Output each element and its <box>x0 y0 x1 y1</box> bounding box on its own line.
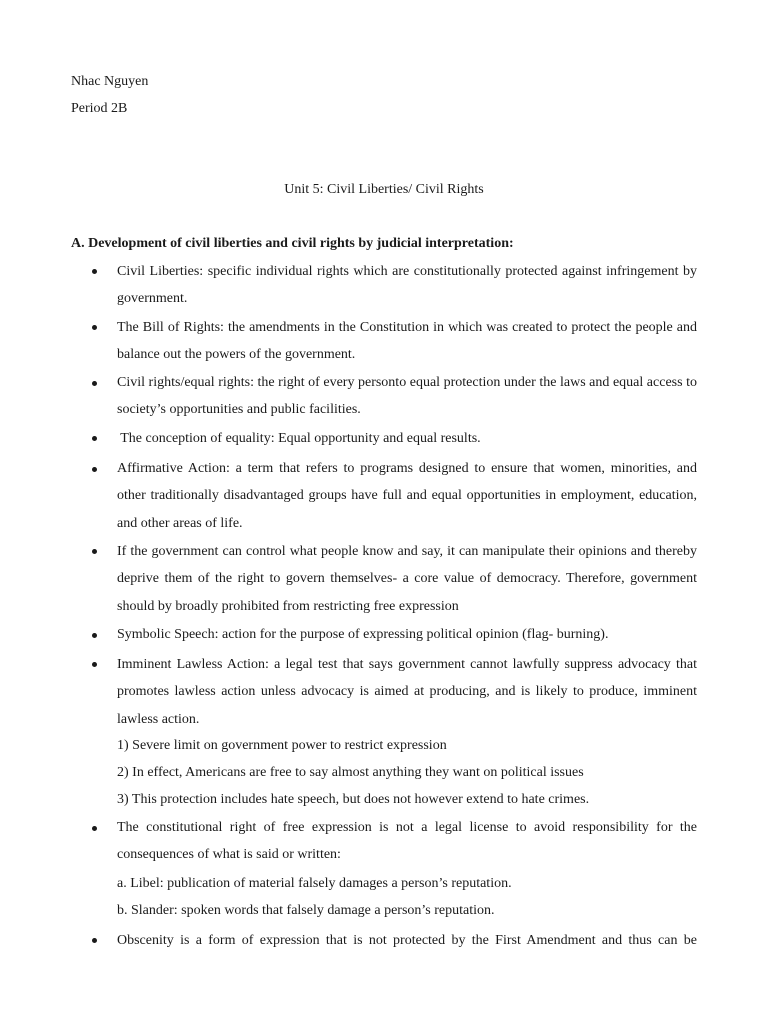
document-title: Unit 5: Civil Liberties/ Civil Rights <box>284 182 484 197</box>
bullet-icon <box>92 325 97 330</box>
bullet-equality: The conception of equality: Equal opportunity and equal results. <box>117 431 481 446</box>
bullet-icon <box>92 633 97 638</box>
bullet-affirmative-action: Affirmative Action: a term that refers to programs designed to ensure that women, minorities, and other traditionally disadvantaged groups have full and equal opportunities in employment, education, and other areas of life. <box>117 461 697 531</box>
list-item: b. Slander: spoken words that falsely damage a person’s reputation. <box>117 903 495 918</box>
bullet-civil-rights: Civil rights/equal rights: the right of every personto equal protection under the laws and equal access to society’s opportunities and public facilities. <box>117 375 697 418</box>
author-name: Nhac Nguyen <box>71 74 149 89</box>
bullet-icon <box>92 938 97 943</box>
bullet-icon <box>92 269 97 274</box>
bullet-imminent-lawless-action: Imminent Lawless Action: a legal test that says government cannot lawfully suppress advocacy that promotes lawless action unless advocacy is aimed at producing, and is likely to produce, imminent lawless action. <box>117 657 697 727</box>
list-item: a. Libel: publication of material falsely damages a person’s reputation. <box>117 876 512 891</box>
bullet-icon <box>92 826 97 831</box>
bullet-symbolic-speech: Symbolic Speech: action for the purpose of expressing political opinion (flag- burning). <box>117 627 609 642</box>
bullet-responsibility: The constitutional right of free expression is not a legal license to avoid responsibility for the consequences of what is said or written: <box>117 820 697 863</box>
list-item: 3) This protection includes hate speech, but does not however extend to hate crimes. <box>117 792 590 807</box>
bullet-icon <box>92 467 97 472</box>
list-item: 2) In effect, Americans are free to say almost anything they want on political issues <box>117 765 584 780</box>
bullet-free-expression: If the government can control what people know and say, it can manipulate their opinions and thereby deprive them of the right to govern themselves- a core value of democracy. Therefore, government should by broadly prohibited from restricting free expression <box>117 544 697 614</box>
bullet-icon <box>92 549 97 554</box>
section-heading: A. Development of civil liberties and civil rights by judicial interpretation: <box>71 236 514 251</box>
class-period: Period 2B <box>71 101 128 116</box>
bullet-bill-of-rights: The Bill of Rights: the amendments in the Constitution in which was created to protect the people and balance out the powers of the government. <box>117 320 697 363</box>
bullet-icon <box>92 381 97 386</box>
bullet-civil-liberties: Civil Liberties: specific individual rights which are constitutionally protected against infringement by government. <box>117 264 697 307</box>
bullet-obscenity: Obscenity is a form of expression that is not protected by the First Amendment and thus can be <box>117 933 697 948</box>
list-item: 1) Severe limit on government power to restrict expression <box>117 738 447 753</box>
bullet-icon <box>92 436 97 441</box>
bullet-icon <box>92 662 97 667</box>
